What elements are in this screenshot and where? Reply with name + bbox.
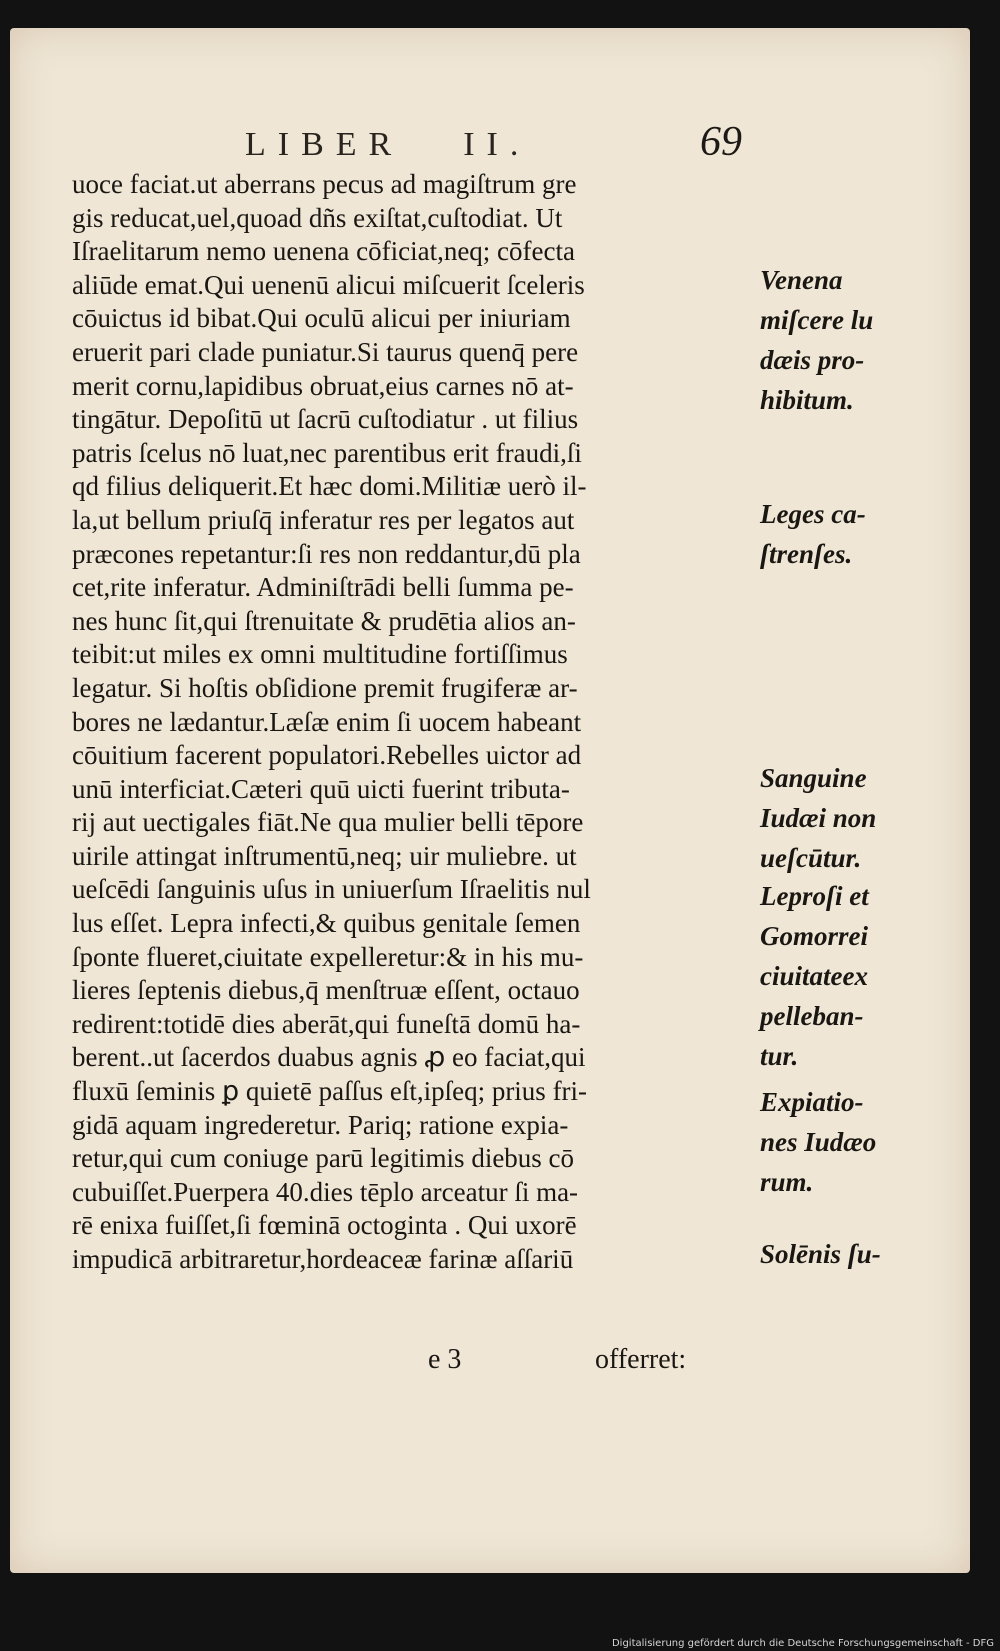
margin-note-line: nes Iudæo — [760, 1127, 877, 1157]
text-line: Iſraelitarum nemo uenena cōficiat,neq; cōfecta — [72, 236, 575, 267]
margin-note-line: Gomorrei — [760, 921, 868, 951]
text-line: gidā aquam ingrederetur. Pariq; ratione expia- — [72, 1109, 569, 1140]
margin-note-line: Expiatio- — [760, 1087, 864, 1117]
folio-number: 69 — [700, 119, 742, 165]
margin-note-line: Leproſi et — [760, 881, 869, 911]
signature-mark: e 3 — [428, 1344, 462, 1375]
margin-note-solenis — [760, 1234, 881, 1274]
running-header — [245, 126, 530, 164]
main-text-block — [72, 168, 772, 1277]
margin-note-line: Sanguine — [760, 763, 867, 793]
text-line: patris ſcelus nō luat,nec parentibus erit fraudi,ſi — [72, 437, 582, 468]
margin-note-line: ciuitateex — [760, 961, 868, 991]
text-line: rē enixa fuiſſet,ſi fœminā octoginta . Qui uxorē — [72, 1210, 577, 1241]
margin-note-line: Venena — [760, 265, 843, 295]
text-line: rij aut uectigales fiāt.Ne qua mulier belli tēpore — [72, 807, 584, 838]
text-line: ueſcēdi ſanguinis uſus in uniuerſum Iſraelitis nul — [72, 874, 591, 905]
text-line: berent..ut ſacerdos duabus agnis ꝓ eo faciat,qui — [72, 1042, 586, 1073]
text-line: bores ne lædantur.Læſæ enim ſi uocem habeant — [72, 706, 582, 737]
text-line: unū interficiat.Cæteri quū uicti fuerint tributa- — [72, 773, 570, 804]
text-line: merit cornu,lapidibus obruat,eius carnes nō at- — [72, 370, 574, 401]
margin-note-line: rum. — [760, 1167, 814, 1197]
margin-note-venena — [760, 260, 873, 420]
margin-note-expiationes — [760, 1082, 876, 1202]
margin-note-leprosi — [760, 876, 869, 1076]
book-number: II. — [463, 126, 531, 163]
text-line: lieres ſeptenis diebus,q̄ menſtruæ eſſent, octauo — [72, 975, 580, 1006]
margin-note-line: Solēnis ſu- — [760, 1239, 881, 1269]
text-line: gis reducat,uel,quoad dñs exiſtat,cuſtodiat. Ut — [72, 202, 563, 233]
text-line: uirile attingat inſtrumentū,neq; uir muliebre. ut — [72, 840, 577, 871]
text-line: præcones repetantur:ſi res non reddantur,dū pla — [72, 538, 581, 569]
text-line: tingātur. Depoſitū ut ſacrū cuſtodiatur . ut filius — [72, 404, 579, 435]
margin-note-line: hibitum. — [760, 385, 854, 415]
text-line: teibit:ut miles ex omni multitudine fortiſſimus — [72, 639, 568, 670]
text-line: aliūde emat.Qui uenenū alicui miſcuerit ſceleris — [72, 269, 585, 300]
margin-note-sanguine — [760, 758, 876, 878]
text-line: cōuictus id bibat.Qui oculū alicui per iniuriam — [72, 303, 571, 334]
margin-note-line: ſtrenſes. — [760, 539, 853, 569]
margin-note-line: tur. — [760, 1041, 799, 1071]
text-line: fluxū ſeminis ꝑ quietē paſſus eſt,ipſeq; prius fri- — [72, 1076, 588, 1107]
text-line: qd filius deliquerit.Et hæc domi.Militiæ uerò il- — [72, 471, 587, 502]
text-line: retur,qui cum coniuge parū legitimis diebus cō — [72, 1143, 575, 1174]
text-line: redirent:totidē dies aberāt,qui funeſtā domū ha- — [72, 1008, 581, 1039]
footer-credit: Digitalisierung gefördert durch die Deutsche Forschungsgemeinschaft - DFG — [611, 1638, 994, 1649]
running-title: LIBER — [245, 126, 404, 163]
book-page — [10, 28, 970, 1573]
margin-note-leges-castrenses — [760, 494, 866, 574]
margin-note-line: pelleban- — [760, 1001, 864, 1031]
text-line: eruerit pari clade puniatur.Si taurus quenq̄ pere — [72, 336, 579, 367]
margin-note-line: dæis pro- — [760, 345, 865, 375]
text-line: impudicā arbitraretur,hordeaceæ farinæ aſſariū — [72, 1244, 574, 1274]
catchword: offerret: — [595, 1344, 687, 1375]
text-line: legatur. Si hoſtis obſidione premit frugiferæ ar- — [72, 672, 578, 703]
text-line: cubuiſſet.Puerpera 40.dies tēplo arceatur ſi ma- — [72, 1176, 579, 1207]
text-line: uoce faciat.ut aberrans pecus ad magiſtrum gre — [72, 169, 577, 199]
margin-note-line: Leges ca- — [760, 499, 866, 529]
text-line: ſponte flueret,ciuitate expelleretur:& in his mu- — [72, 941, 584, 972]
margin-note-line: Iudæi non — [760, 803, 877, 833]
text-line: la,ut bellum priuſq̄ inferatur res per legatos aut — [72, 504, 575, 535]
text-line: cet,rite inferatur. Adminiſtrādi belli ſumma pe- — [72, 572, 574, 603]
margin-note-line: miſcere lu — [760, 305, 874, 335]
text-line: cōuitium facerent populatori.Rebelles uictor ad — [72, 740, 582, 771]
text-line: nes hunc ſit,qui ſtrenuitate & prudētia alios an- — [72, 605, 576, 636]
text-line: lus eſſet. Lepra infecti,& quibus genitale ſemen — [72, 908, 581, 939]
margin-note-line: ueſcūtur. — [760, 843, 862, 873]
